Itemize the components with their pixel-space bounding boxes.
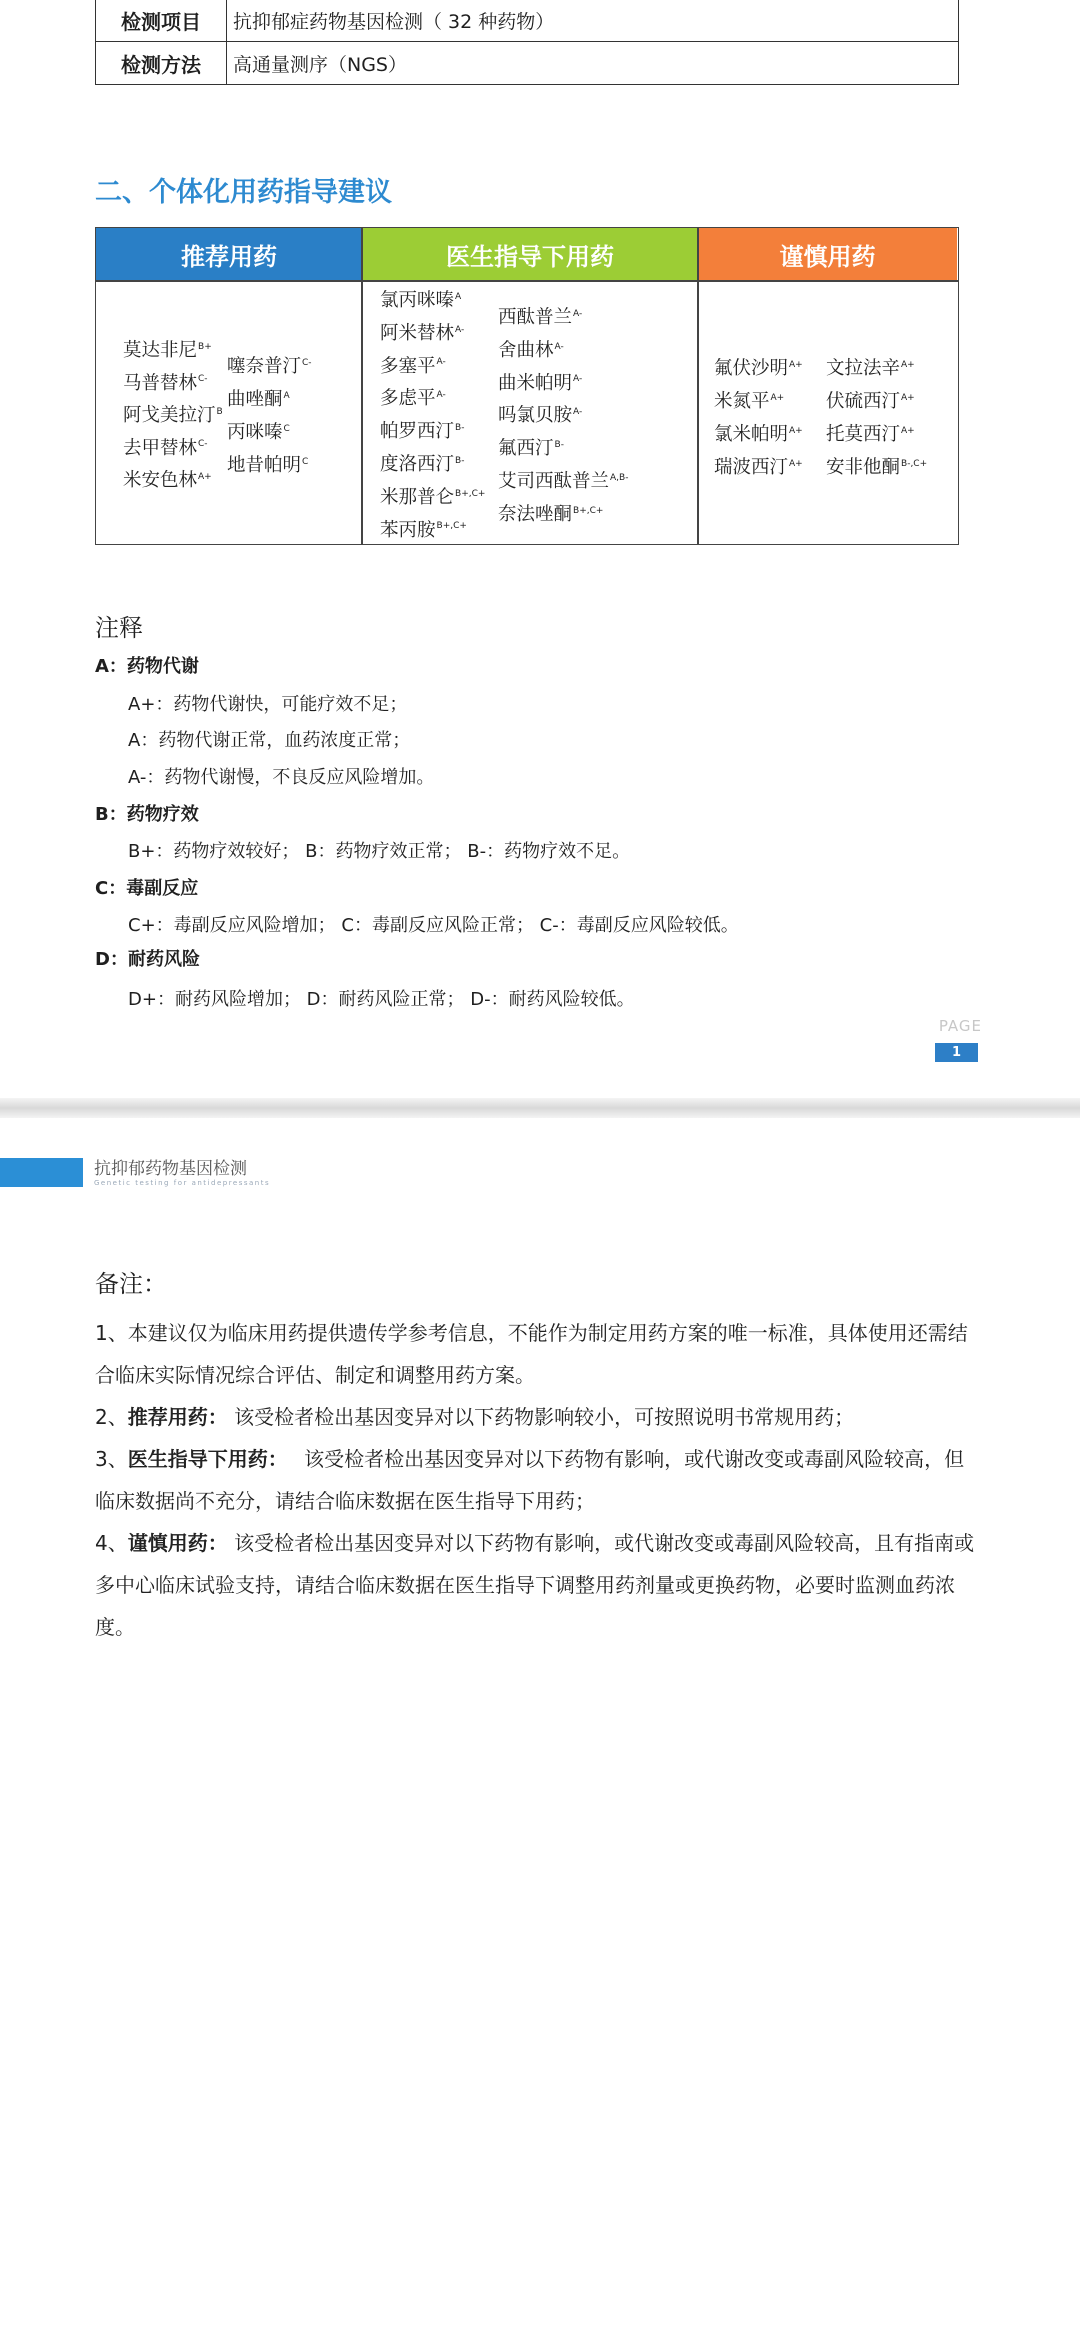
drug-item xyxy=(826,354,915,380)
drug-name: 噻奈普汀 xyxy=(227,356,302,377)
drug-flag: A+ xyxy=(901,392,915,403)
divider xyxy=(96,280,958,282)
remarks-title: 备注： xyxy=(95,1270,167,1298)
drug-flag: A- xyxy=(436,390,446,401)
page-separator xyxy=(0,1098,1080,1118)
drug-name: 苯丙胺 xyxy=(380,519,436,541)
remark-label: 谨慎用药： xyxy=(127,1531,228,1555)
drug-flag: A+ xyxy=(901,359,915,370)
note-category-c: C：毒副反应 xyxy=(95,878,199,899)
drug-item xyxy=(498,369,582,395)
drug-name: 度洛西汀 xyxy=(380,454,455,475)
note-line: C+：毒副反应风险增加； C：毒副反应风险正常； C-：毒副反应风险较低。 xyxy=(128,915,739,936)
drug-name: 氯米帕明 xyxy=(714,424,789,445)
drug-flag: B+,C+ xyxy=(573,505,604,516)
drug-item xyxy=(380,417,464,443)
drug-flag: A+ xyxy=(789,425,803,436)
page-number: 1 xyxy=(935,1043,978,1062)
drug-name: 曲米帕明 xyxy=(498,372,573,394)
remark-paragraph-4: 4、谨慎用药： 该受检者检出基因变异对以下药物有影响，或代谢改变或毒副风险较高，且有指南或多中心临床试验支持，请结合临床数据在医生指导下调整用药剂量或更换药物，必要时监测血药浓度。 xyxy=(95,1531,975,1639)
notes-title: 注释 xyxy=(95,614,143,642)
remark-label: 推荐用药： xyxy=(127,1405,228,1429)
drug-name: 吗氯贝胺 xyxy=(498,405,573,427)
drug-item xyxy=(123,466,212,492)
drug-item xyxy=(498,303,582,329)
page-label: PAGE xyxy=(938,1017,982,1035)
drug-name: 马普替林 xyxy=(123,372,198,394)
drug-flag: A xyxy=(283,390,290,401)
info-key: 检测项目 xyxy=(96,0,227,42)
note-category-d: D：耐药风险 xyxy=(95,949,200,970)
drug-flag: B+ xyxy=(198,341,212,352)
drug-flag: A,B- xyxy=(610,472,629,483)
drug-name: 阿戈美拉汀 xyxy=(123,405,216,426)
drug-name: 安非他酮 xyxy=(826,457,901,478)
remark-text: 该受检者检出基因变异对以下药物有影响，或代谢改变或毒副风险较高，且有指南或多中心临床试验支持，请结合临床数据在医生指导下调整用药剂量或更换药物，必要时监测血药浓度。 xyxy=(95,1531,975,1639)
header-caution: 谨慎用药 xyxy=(698,228,957,280)
drug-item xyxy=(714,387,784,413)
drug-flag: A- xyxy=(436,357,446,368)
header-guided: 医生指导下用药 xyxy=(362,228,698,280)
drug-flag: C xyxy=(302,456,309,467)
remark-text: 该受检者检出基因变异对以下药物有影响，或代谢改变或毒副风险较高，但临床数据尚不充分，请结合临床数据在医生指导下用药； xyxy=(95,1447,965,1513)
info-value: 抗抑郁症药物基因检测（ 32 种药物） xyxy=(227,0,959,42)
drug-item xyxy=(123,336,212,362)
drug-name: 托莫西汀 xyxy=(826,424,901,445)
drug-name: 多塞平 xyxy=(380,355,436,377)
drug-name: 米安色林 xyxy=(123,470,198,491)
remark-paragraph-1: 1、本建议仅为临床用药提供遗传学参考信息，不能作为制定用药方案的唯一标准，具体使用还需结合临床实际情况综合评估、制定和调整用药方案。 xyxy=(95,1321,968,1387)
drug-name: 氟西汀 xyxy=(498,438,554,460)
drug-name: 丙咪嗪 xyxy=(227,422,283,443)
drug-flag: B- xyxy=(455,423,465,434)
drug-flag: B- xyxy=(554,440,564,451)
drug-flag: C- xyxy=(198,374,208,385)
drug-name: 奈法唑酮 xyxy=(498,503,573,525)
medication-recommendation-table xyxy=(95,227,959,545)
drug-name: 曲唑酮 xyxy=(227,389,283,410)
divider xyxy=(697,228,699,544)
drug-name: 帕罗西汀 xyxy=(380,421,455,443)
drug-item xyxy=(227,418,290,444)
drug-item xyxy=(123,369,208,395)
drug-name: 氯丙咪嗪 xyxy=(380,290,455,311)
remark-paragraph-3: 3、医生指导下用药： 该受检者检出基因变异对以下药物有影响，或代谢改变或毒副风险较高，但临床数据尚不充分，请结合临床数据在医生指导下用药； xyxy=(95,1447,965,1513)
drug-item xyxy=(380,384,446,410)
drug-item xyxy=(714,354,803,380)
drug-flag: A+ xyxy=(901,425,915,436)
remark-text: 该受检者检出基因变异对以下药物影响较小，可按照说明书常规用药； xyxy=(227,1405,855,1429)
table-row xyxy=(96,0,959,42)
drug-item xyxy=(498,467,628,493)
drug-item xyxy=(498,500,603,526)
note-line: A+：药物代谢快，可能疗效不足； xyxy=(128,694,408,715)
drug-flag: B+,C+ xyxy=(436,521,467,532)
note-line: B+：药物疗效较好； B：药物疗效正常； B-：药物疗效不足。 xyxy=(128,841,631,862)
drug-flag: B- xyxy=(455,455,465,466)
drug-name: 舍曲林 xyxy=(498,339,554,361)
drug-flag: A+ xyxy=(789,359,803,370)
drug-name: 阿米替林 xyxy=(380,322,455,344)
drug-flag: C- xyxy=(198,439,208,450)
drug-flag: A- xyxy=(554,341,564,352)
report-page-1 xyxy=(0,0,1080,1098)
header-recommended: 推荐用药 xyxy=(96,228,362,280)
drug-name: 去甲替林 xyxy=(123,437,198,459)
drug-name: 地昔帕明 xyxy=(227,455,302,476)
drug-item xyxy=(227,451,308,477)
drug-flag: C- xyxy=(302,357,312,368)
remark-paragraph-2: 2、推荐用药： 该受检者检出基因变异对以下药物影响较小，可按照说明书常规用药； xyxy=(95,1405,855,1429)
drug-name: 艾司西酞普兰 xyxy=(498,471,610,492)
drug-item xyxy=(826,420,915,446)
note-line: A：药物代谢正常，血药浓度正常； xyxy=(128,730,411,751)
drug-flag: A- xyxy=(573,308,583,319)
drug-item xyxy=(714,453,803,479)
header-accent-bar xyxy=(0,1158,83,1187)
drug-flag: B xyxy=(216,406,223,417)
note-category-a: A：药物代谢 xyxy=(95,656,199,677)
drug-item xyxy=(227,352,312,378)
drug-name: 莫达非尼 xyxy=(123,340,198,361)
drug-item xyxy=(123,434,208,460)
drug-item xyxy=(123,401,223,427)
table-row xyxy=(96,42,959,85)
drug-flag: A xyxy=(455,291,462,302)
note-line: A-：药物代谢慢，不良反应风险增加。 xyxy=(128,767,435,788)
drug-flag: A- xyxy=(455,324,465,335)
drug-item xyxy=(227,385,290,411)
drug-name: 伏硫西汀 xyxy=(826,391,901,412)
drug-flag: A- xyxy=(573,374,583,385)
note-category-b: B：药物疗效 xyxy=(95,804,199,825)
drug-flag: A- xyxy=(573,407,583,418)
drug-item xyxy=(714,420,803,446)
drug-item xyxy=(498,434,564,460)
drug-flag: A+ xyxy=(789,458,803,469)
drug-flag: B+,C+ xyxy=(455,488,486,499)
drug-name: 西酞普兰 xyxy=(498,307,573,328)
drug-flag: A+ xyxy=(198,471,212,482)
drug-name: 文拉法辛 xyxy=(826,358,901,379)
drug-item xyxy=(380,352,446,378)
drug-item xyxy=(826,453,927,479)
drug-item xyxy=(380,450,464,476)
info-value: 高通量测序（NGS） xyxy=(227,42,959,85)
drug-item xyxy=(380,286,461,312)
drug-item xyxy=(380,483,485,509)
divider xyxy=(361,228,363,544)
drug-name: 米那普仑 xyxy=(380,486,455,508)
drug-name: 氟伏沙明 xyxy=(714,358,789,379)
report-header-subtitle: Genetic testing for antidepressants xyxy=(94,1179,271,1187)
drug-flag: A+ xyxy=(770,392,785,403)
info-key: 检测方法 xyxy=(96,42,227,85)
remark-label: 医生指导下用药： xyxy=(127,1447,278,1471)
drug-flag: C xyxy=(283,423,290,434)
drug-item xyxy=(498,401,582,427)
drug-item xyxy=(380,516,467,542)
section-title: 二、个体化用药指导建议 xyxy=(95,177,392,208)
drug-flag: B-,C+ xyxy=(901,458,928,469)
drug-name: 米氮平 xyxy=(714,391,770,412)
drug-item xyxy=(380,319,464,345)
drug-name: 多虑平 xyxy=(380,388,436,410)
note-line: D+：耐药风险增加； D：耐药风险正常； D-：耐药风险较低。 xyxy=(128,989,635,1010)
report-header-title: 抗抑郁药物基因检测 xyxy=(94,1159,247,1179)
test-info-table xyxy=(95,0,959,85)
report-page-2 xyxy=(0,1118,1080,2341)
drug-name: 瑞波西汀 xyxy=(714,457,789,478)
drug-item xyxy=(826,387,915,413)
drug-item xyxy=(498,336,564,362)
